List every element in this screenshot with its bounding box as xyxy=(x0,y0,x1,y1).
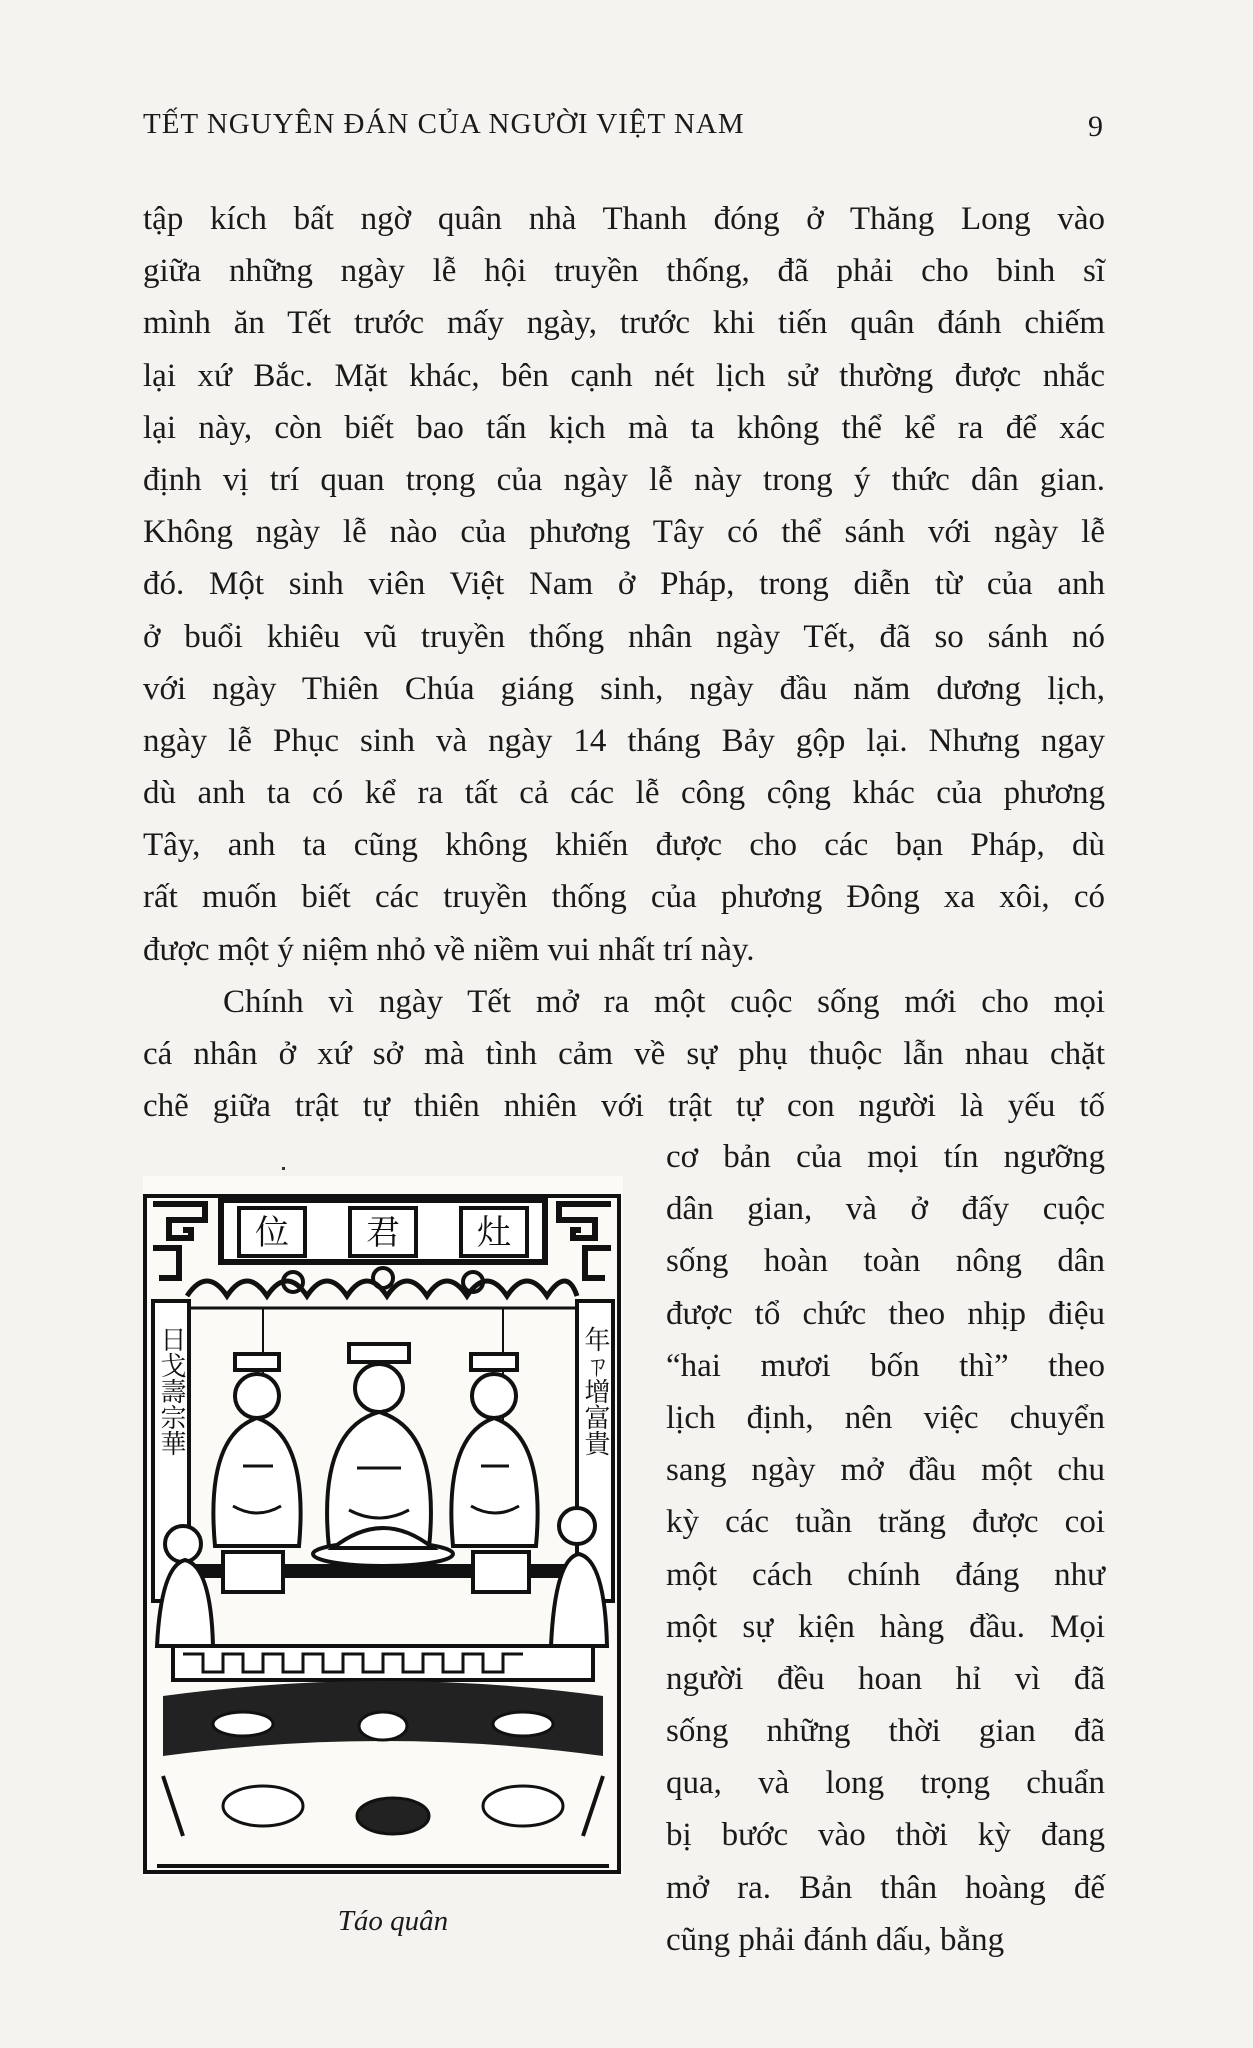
text-line: sống những thời gian đã xyxy=(666,1713,1105,1750)
tao-quan-woodcut xyxy=(143,1176,623,1876)
text-line: một cách chính đáng như xyxy=(666,1556,1105,1593)
text-line: cũng phải đánh dấu, bằng xyxy=(666,1921,1005,1958)
text-line: sang ngày mở đầu một chu xyxy=(666,1452,1105,1489)
text-line: mở ra. Bản thân hoàng đế xyxy=(666,1869,1105,1906)
text-line: cơ bản của mọi tín ngưỡng xyxy=(666,1139,1105,1175)
plaque-char: 君 xyxy=(366,1213,400,1253)
text-line: dù anh ta có kể ra tất cả các lễ công cộng khác của phương xyxy=(143,775,1105,812)
plaque-char: 位 xyxy=(255,1213,289,1253)
text-line: kỳ các tuần trăng được coi xyxy=(666,1504,1105,1541)
text-line: đó. Một sinh viên Việt Nam ở Pháp, trong diễn từ của anh xyxy=(143,566,1105,603)
text-line: với ngày Thiên Chúa giáng sinh, ngày đầu năm dương lịch, xyxy=(143,670,1105,707)
text-line: ở buổi khiêu vũ truyền thống nhân ngày Tết, đã so sánh nó xyxy=(143,618,1105,655)
header-title: TẾT NGUYÊN ĐÁN CỦA NGƯỜI VIỆT NAM xyxy=(143,108,745,140)
woodcut-illustration xyxy=(143,1176,623,1876)
text-line: lại này, còn biết bao tấn kịch mà ta không thể kể ra để xác xyxy=(143,409,1105,446)
wrapped-text xyxy=(666,1131,1105,1966)
page-number: 9 xyxy=(1088,110,1103,143)
text-line: ngày lễ Phục sinh và ngày 14 tháng Bảy gộp lại. Nhưng ngay xyxy=(143,722,1105,759)
text-line: bị bước vào thời kỳ đang xyxy=(666,1817,1105,1854)
print-mark xyxy=(282,1167,285,1170)
text-line: được một ý niệm nhỏ về niềm vui nhất trí này. xyxy=(143,931,755,968)
text-line: dân gian, và ở đấy cuộc xyxy=(666,1191,1105,1228)
text-line: người đều hoan hỉ vì đã xyxy=(666,1660,1105,1697)
text-line: một sự kiện hàng đầu. Mọi xyxy=(666,1608,1105,1645)
body-text xyxy=(143,193,1105,1132)
text-line: cá nhân ở xứ sở mà tình cảm về sự phụ thuộc lẫn nhau chặt xyxy=(143,1036,1105,1072)
text-line: Chính vì ngày Tết mở ra một cuộc sống mới cho mọi xyxy=(223,983,1105,1020)
text-line: Không ngày lễ nào của phương Tây có thể sánh với ngày lễ xyxy=(143,514,1105,551)
plaque-char: 灶 xyxy=(477,1213,511,1253)
text-line: giữa những ngày lễ hội truyền thống, đã phải cho binh sĩ xyxy=(143,253,1105,290)
text-line: được tổ chức theo nhịp điệu xyxy=(666,1295,1105,1332)
text-line: tập kích bất ngờ quân nhà Thanh đóng ở Thăng Long vào xyxy=(143,201,1105,237)
text-line: lại xứ Bắc. Mặt khác, bên cạnh nét lịch sử thường được nhắc xyxy=(143,357,1105,394)
text-line: lịch định, nên việc chuyển xyxy=(666,1399,1105,1436)
left-scroll-text: 日戈壽宗華 xyxy=(156,1326,186,1456)
text-line: chẽ giữa trật tự thiên nhiên với trật tự con người là yếu tố xyxy=(143,1088,1105,1125)
text-line: Tây, anh ta cũng không khiến được cho các bạn Pháp, dù xyxy=(143,827,1105,864)
running-header xyxy=(143,108,1103,148)
text-line: mình ăn Tết trước mấy ngày, trước khi tiến quân đánh chiếm xyxy=(143,305,1105,342)
text-line: định vị trí quan trọng của ngày lễ này trong ý thức dân gian. xyxy=(143,461,1105,498)
right-scroll-text: 年ㄗ增富貴 xyxy=(580,1326,610,1456)
text-line: qua, và long trọng chuẩn xyxy=(666,1765,1105,1802)
text-line: rất muốn biết các truyền thống của phương Đông xa xôi, có xyxy=(143,879,1105,916)
figure-caption: Táo quân xyxy=(337,1905,449,1937)
text-line: “hai mươi bốn thì” theo xyxy=(666,1347,1105,1384)
text-line: sống hoàn toàn nông dân xyxy=(666,1243,1105,1280)
